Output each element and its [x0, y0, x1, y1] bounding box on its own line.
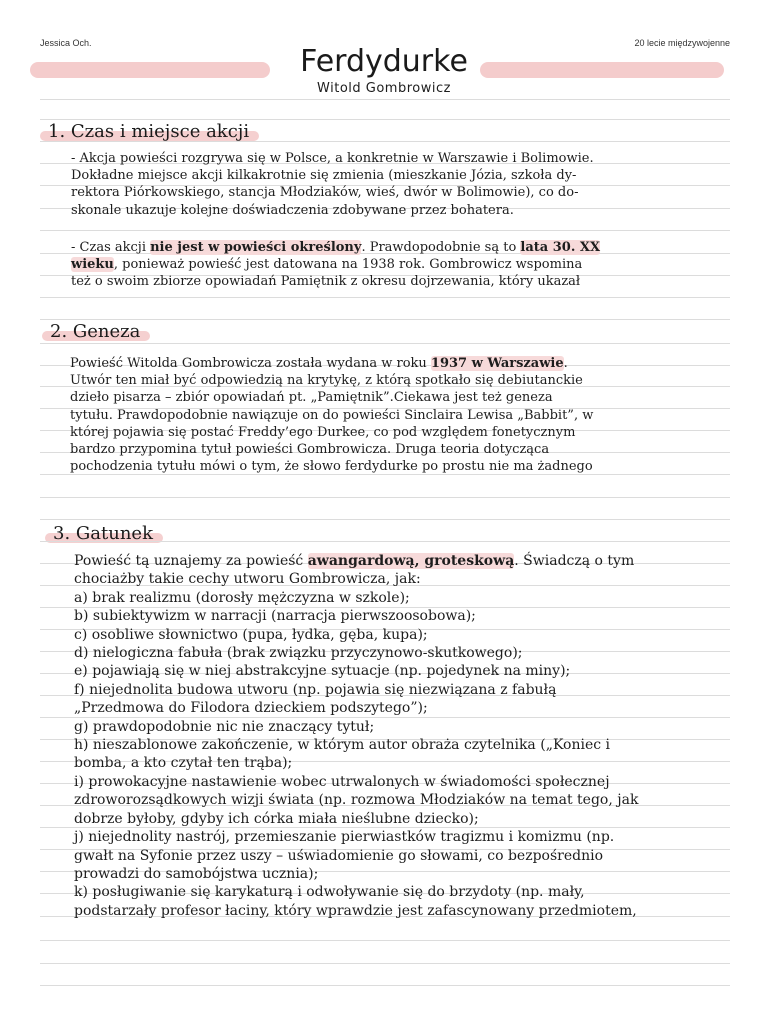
text-run: g) prawdopodobnie nic nie znaczący tytuł;: [74, 718, 375, 735]
ruled-line: [40, 297, 730, 298]
text-run: bardzo przypomina tytuł powieści Gombrowicza. Druga teoria dotycząca: [70, 442, 550, 458]
text-run: Powieść Witolda Gombrowicza została wydana w roku: [70, 356, 431, 371]
bold-highlighted-text: awangardową, groteskową: [307, 553, 515, 569]
text-run: d) nielogiczna fabuła (brak związku przyczynowo-skutkowego);: [74, 645, 523, 662]
section-heading-geneza: 2. Geneza: [48, 321, 146, 342]
text-line: [74, 552, 638, 570]
text-line: [74, 607, 638, 625]
text-run: bomba, a kto czytał ten trąba);: [74, 755, 293, 772]
text-line: [74, 736, 638, 754]
text-run: skonale ukazuje kolejne doświadczenia zdobywane przez bohatera.: [71, 202, 514, 218]
text-line: [74, 644, 638, 662]
text-line: [74, 754, 638, 772]
ruled-line: [40, 319, 730, 320]
author-name: Jessica Och.: [40, 38, 92, 48]
text-run: „Przedmowa do Filodora dzieckiem podszytego”);: [74, 700, 428, 717]
bold-highlighted-text: 1937 w Warszawie: [430, 356, 564, 371]
text-run: b) subiektywizm w narracji (narracja pierwszoosobowa);: [74, 608, 476, 625]
text-line: [70, 372, 593, 389]
page-subtitle: Witold Gombrowicz: [317, 81, 451, 96]
text-run: rektora Piórkowskiego, stancja Młodziaków, wieś, dwór w Bolimowie), co do-: [71, 185, 579, 201]
text-line: [74, 791, 638, 809]
text-run: podstarzały profesor łaciny, który wprawdzie jest zafascynowany przedmiotem,: [74, 902, 637, 919]
text-run: i) prowokacyjne nastawienie wobec utrwalonych w świadomości społecznej: [74, 773, 610, 790]
text-run: zdroworozsądkowych wizji świata (np. rozmowa Młodziaków na temat tego, jak: [74, 792, 639, 809]
section-heading-czas: 1. Czas i miejsce akcji: [46, 121, 255, 142]
period-label: 20 lecie międzywojenne: [634, 38, 730, 48]
ruled-line: [40, 519, 730, 520]
text-run: , ponieważ powieść jest datowana na 1938 rok. Gombrowicz wspomina: [113, 257, 583, 273]
text-line: [70, 389, 593, 406]
text-run: Powieść tą uznajemy za powieść: [74, 553, 308, 569]
text-line: [74, 828, 638, 846]
text-line: [74, 718, 638, 736]
text-line: [74, 681, 638, 699]
section-heading-gatunek: 3. Gatunek: [51, 523, 159, 544]
ruled-line: [40, 119, 730, 120]
text-line: [74, 773, 638, 791]
text-run: Dokładne miejsce akcji kilkakrotnie się zmienia (mieszkanie Józia, szkoła dy-: [71, 168, 577, 184]
section-2-paragraph-1: [70, 355, 593, 475]
text-run: . Prawdopodobnie są to: [361, 240, 521, 255]
page-title: Ferdydurke: [300, 44, 468, 79]
bold-highlighted-text: lata 30. XX: [520, 240, 601, 255]
text-run: h) nieszablonowe zakończenie, w którym autor obraża czytelnika („Koniec i: [74, 737, 611, 754]
ruled-line: [40, 497, 730, 498]
bold-highlighted-text: nie jest w powieści określony: [150, 240, 362, 255]
text-line: [74, 883, 638, 901]
text-run: pochodzenia tytułu mówi o tym, że słowo ferdydurke po prostu nie ma żadnego: [70, 459, 593, 475]
ruled-line: [40, 963, 730, 964]
text-line: [74, 865, 638, 883]
text-line: [74, 902, 638, 920]
text-run: j) niejednolity nastrój, przemieszanie pierwiastków tragizmu i komizmu (np.: [74, 829, 615, 846]
text-run: też o swoim zbiorze opowiadań Pamiętnik z okresu dojrzewania, który ukazał: [71, 274, 581, 290]
section-3-paragraph-1: [74, 552, 638, 920]
ruled-line: [40, 343, 730, 344]
text-run: e) pojawiają się w niej abstrakcyjne sytuacje (np. pojedynek na miny);: [74, 663, 571, 680]
ruled-line: [40, 940, 730, 941]
text-run: prowadzi do samobójstwa ucznia);: [74, 865, 319, 882]
section-1-paragraph-2: [71, 239, 600, 291]
text-line: [74, 662, 638, 680]
text-line: [70, 424, 593, 441]
text-run: .: [563, 356, 568, 371]
text-line: [74, 626, 638, 644]
text-line: [71, 273, 600, 290]
text-line: [70, 407, 593, 424]
text-run: k) posługiwanie się karykaturą i odwoływanie się do brzydoty (np. mały,: [74, 884, 585, 901]
text-run: chociażby takie cechy utworu Gombrowicza, jak:: [74, 571, 421, 588]
text-line: [74, 847, 638, 865]
ruled-line: [40, 230, 730, 231]
text-line: [70, 355, 593, 372]
text-line: [74, 810, 638, 828]
text-run: c) osobliwe słownictwo (pupa, łydka, gęba, kupa);: [74, 626, 428, 643]
text-line: [70, 441, 593, 458]
text-run: - Czas akcji: [71, 240, 151, 255]
text-run: f) niejednolita budowa utworu (np. pojawia się niezwiązana z fabułą: [74, 681, 557, 698]
text-line: [71, 184, 594, 201]
text-line: [71, 202, 594, 219]
text-run: dzieło pisarza – zbiór opowiadań pt. „Pamiętnik”.Ciekawa jest też geneza: [70, 390, 553, 406]
text-line: [70, 458, 593, 475]
ruled-line: [40, 99, 730, 100]
text-line: [74, 570, 638, 588]
text-run: której pojawia się postać Freddy’ego Durkee, co pod względem fonetycznym: [70, 424, 576, 440]
text-run: gwałt na Syfonie przez uszy – uświadomienie go słowami, co bezpośrednio: [74, 847, 604, 864]
text-line: [71, 256, 600, 273]
section-1-paragraph-1: [71, 150, 594, 219]
text-run: - Akcja powieści rozgrywa się w Polsce, a konkretnie w Warszawie i Bolimowie.: [71, 151, 594, 166]
text-line: [74, 589, 638, 607]
text-run: Utwór ten miał być odpowiedzią na krytykę, z którą spotkało się debiutanckie: [70, 373, 583, 389]
text-line: [71, 239, 600, 256]
ruled-line: [40, 985, 730, 986]
text-line: [71, 150, 594, 167]
text-run: a) brak realizmu (dorosły mężczyzna w szkole);: [74, 589, 410, 606]
bold-highlighted-text: wieku: [71, 257, 114, 273]
text-line: [74, 699, 638, 717]
text-run: tytułu. Prawdopodobnie nawiązuje on do powieści Sinclaira Lewisa „Babbit”, w: [70, 407, 594, 423]
text-run: dobrze byłoby, gdyby ich córka miała nieślubne dziecko);: [74, 810, 479, 827]
text-line: [71, 167, 594, 184]
text-run: . Świadczą o tym: [514, 553, 635, 569]
